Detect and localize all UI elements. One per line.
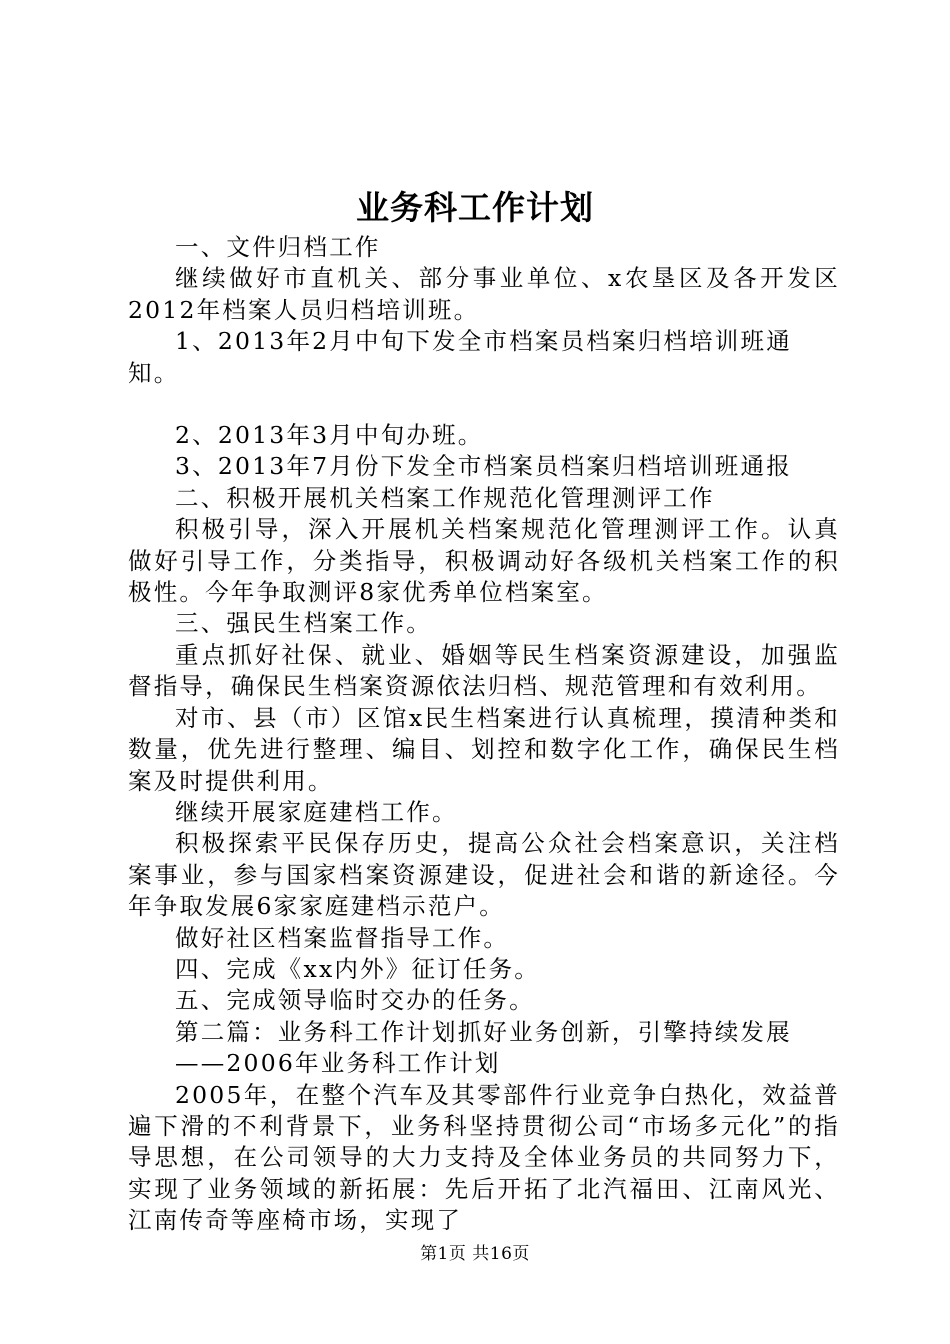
paragraph-2005-review: 2005年，在整个汽车及其零部件行业竞争白热化，效益普遍下滑的不利背景下，业务科坚持贯彻公司“市场多元化”的指导思想，在公司领导的大力支持及全体业务员的共同努力下，实现了业务领域的新拓展：先后开拓了北汽福田、江南风光、江南传奇等座椅市场，实现了 [128,1080,840,1235]
list-item-2: 2、2013年3月中旬办班。 [175,421,484,450]
paragraph-family-explore: 积极探索平民保存历史，提高公众社会档案意识，关注档案事业，参与国家档案资源建设，促进社会和谐的新途径。今年争取发展6家家庭建档示范户。 [128,829,840,921]
section-heading-subscription: 四、完成《xx内外》征订任务。 [175,954,541,983]
section-heading-temporary-tasks: 五、完成领导临时交办的任务。 [175,986,535,1015]
paragraph-livelihood-1: 重点抓好社保、就业、婚姻等民生档案资源建设，加强监督指导，确保民生档案资源依法归档、规范管理和有效利用。 [128,640,840,701]
paragraph-community: 做好社区档案监督指导工作。 [175,923,510,952]
paragraph-evaluation: 积极引导，深入开展机关档案规范化管理测评工作。认真做好引导工作，分类指导，积极调动好各级机关档案工作的积极性。今年争取测评8家优秀单位档案室。 [128,515,840,607]
document-title: 业务科工作计划 [356,188,594,227]
paragraph-training: 继续做好市直机关、部分事业单位、x农垦区及各开发区2012年档案人员归档培训班。 [128,264,840,324]
list-item-3: 3、2013年7月份下发全市档案员档案归档培训班通报 [175,452,792,481]
paragraph-family-archives: 继续开展家庭建档工作。 [175,797,458,826]
chapter-heading-part-two: 第二篇：业务科工作计划抓好业务创新，引擎持续发展 [175,1017,792,1046]
section-heading-filing: 一、文件归档工作 [175,233,381,261]
section-heading-livelihood: 三、强民生档案工作。 [175,609,432,638]
section-heading-evaluation: 二、积极开展机关档案工作规范化管理测评工作 [175,483,715,512]
document-body [128,232,840,1237]
chapter-subtitle: ——2006年业务科工作计划 [175,1049,501,1078]
list-item-1: 1、2013年2月中旬下发全市档案员档案归档培训班通知。 [128,327,792,387]
paragraph-livelihood-2: 对市、县（市）区馆x民生档案进行认真梳理，摸清种类和数量，优先进行整理、编目、划控和数字化工作，确保民生档案及时提供利用。 [128,703,840,795]
page-footer: 第1页 共16页 [420,1244,530,1264]
